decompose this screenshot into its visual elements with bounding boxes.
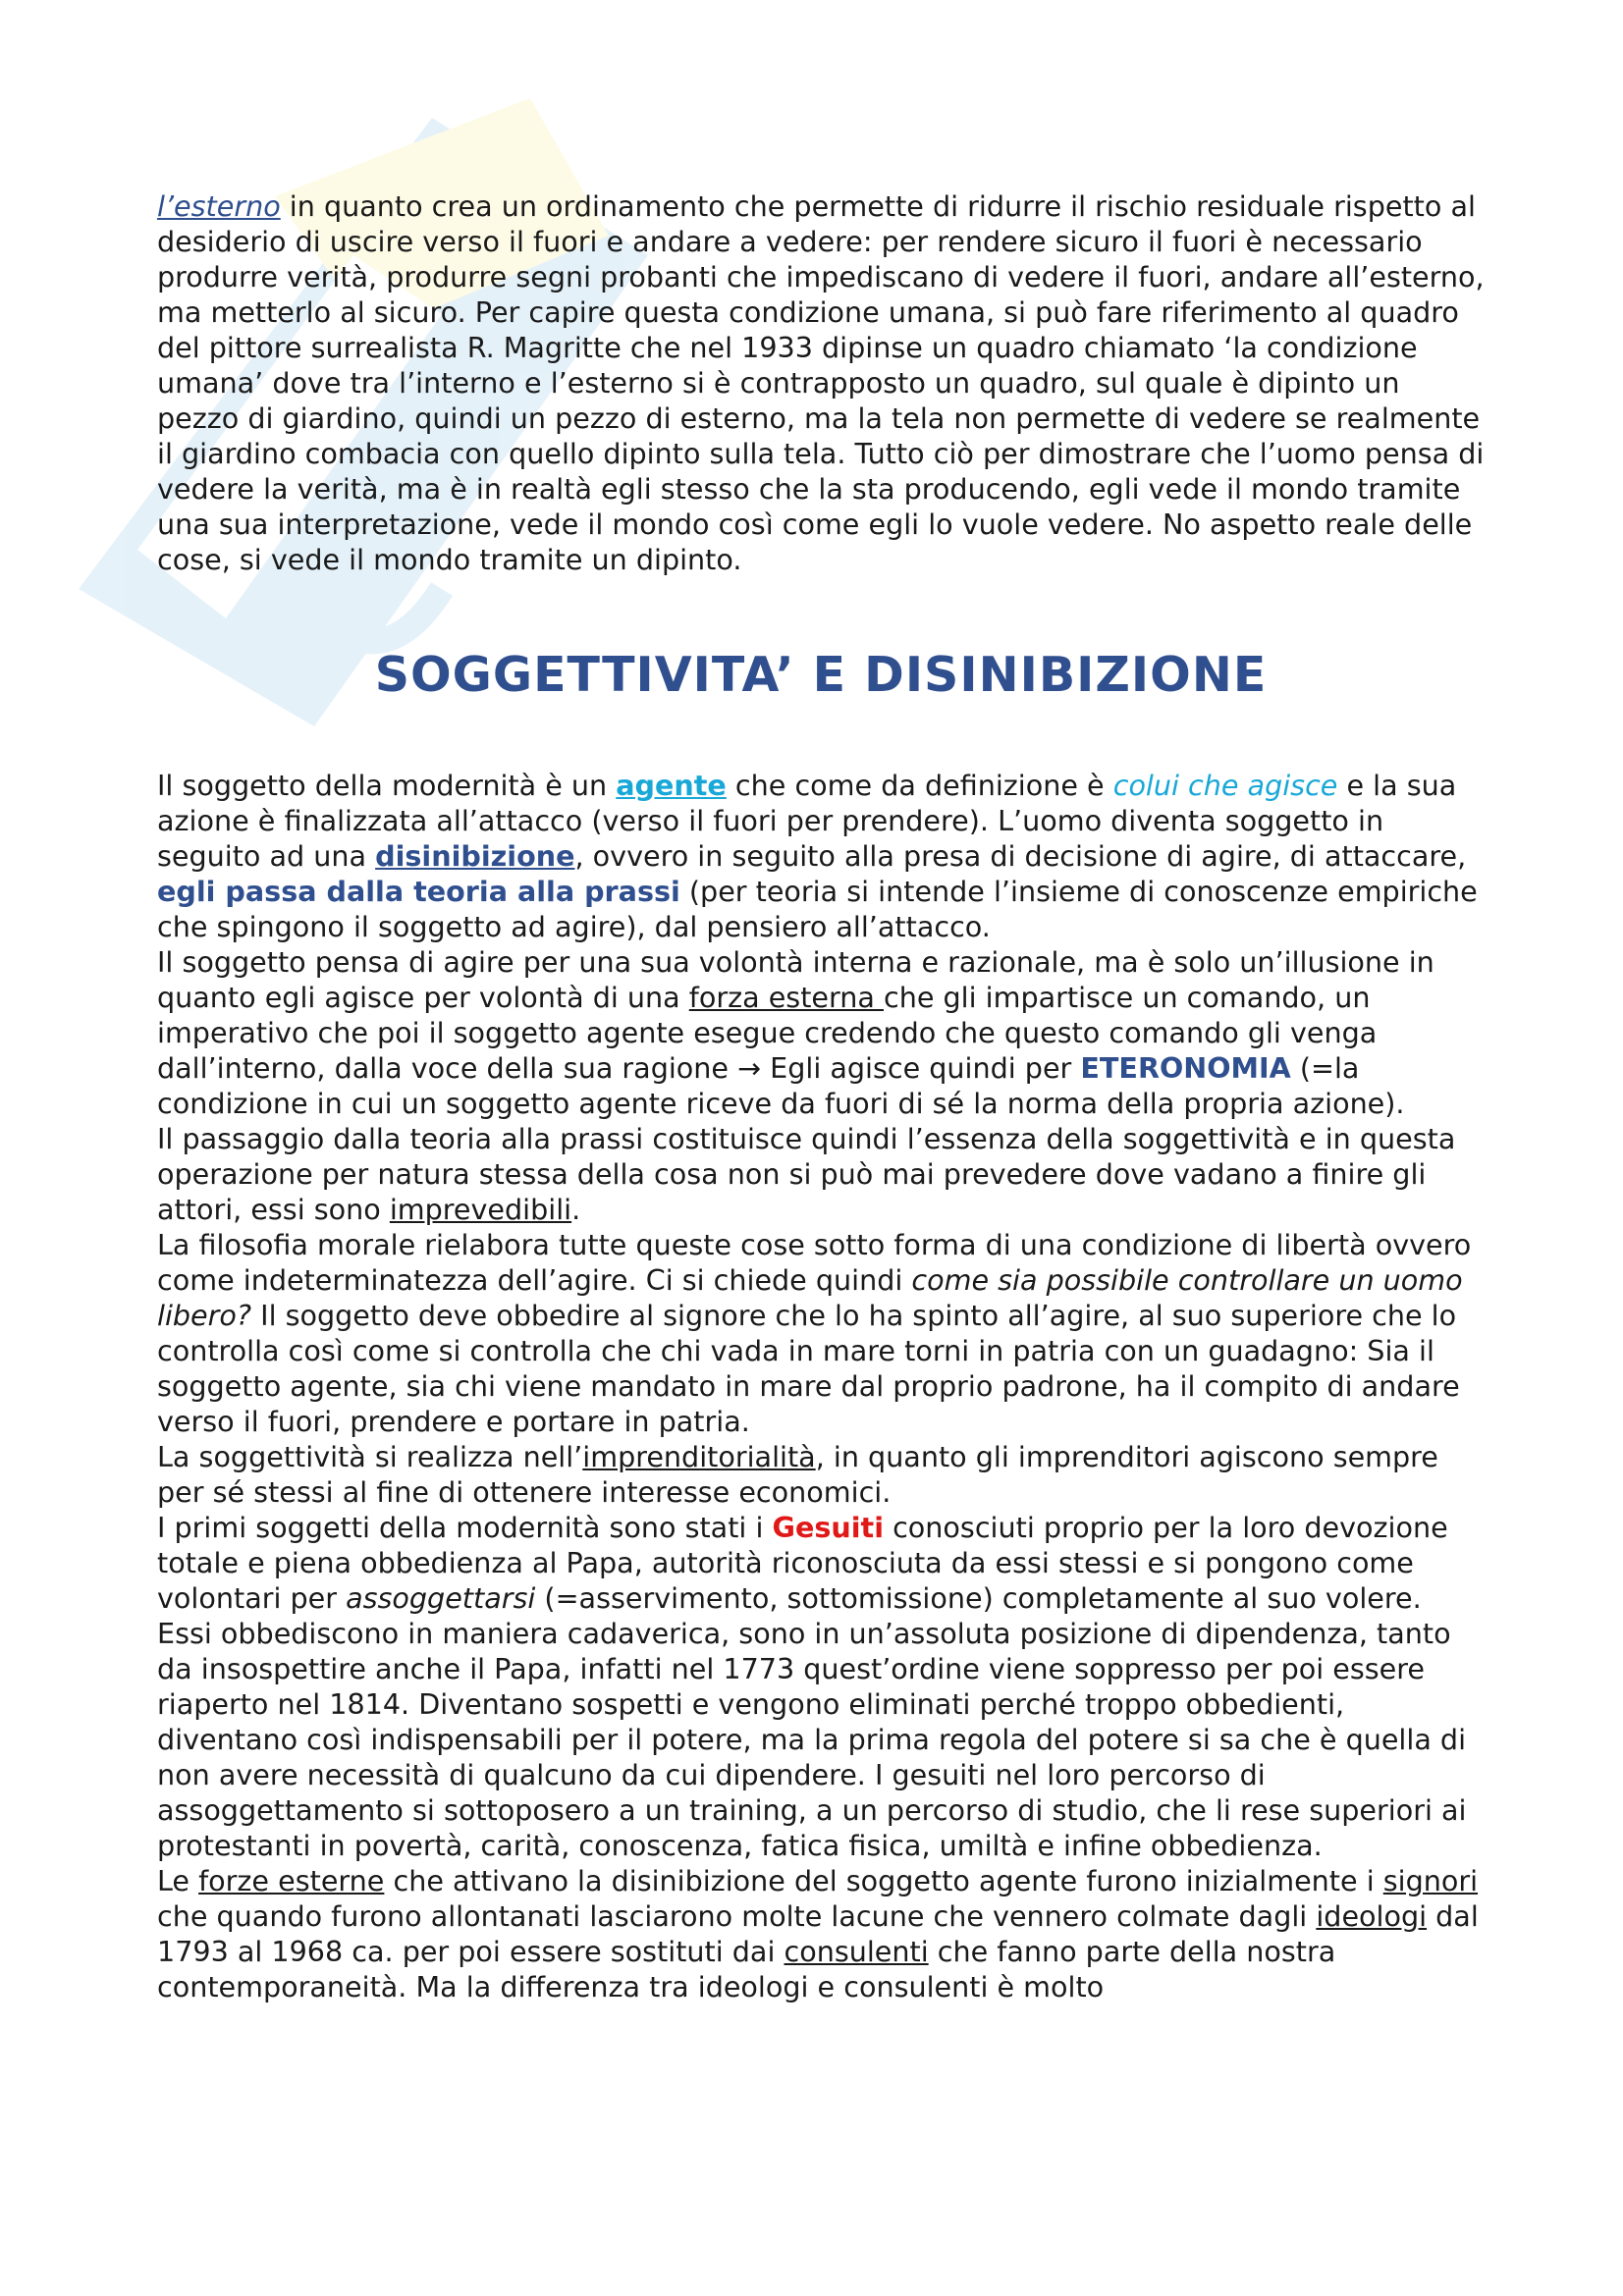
term-imprenditorialita: imprenditorialità [582,1440,816,1473]
question-text: come sia possibile controllare un uomo libero? [157,1263,1463,1332]
term-ideologi: ideologi [1316,1899,1428,1933]
term-colui-che-agisce: colui che agisce [1112,769,1338,802]
document-page [157,188,1485,2004]
section-heading: SOGGETTIVITA’ E DISINIBIZIONE [374,647,1268,703]
term-eteronomia: ETERONOMIA [1080,1051,1291,1085]
paragraph-intro: l’esterno in quanto crea un ordinamento che permette di ridurre il rischio residuale rispetto al desiderio di uscire verso il fuori e andare a vedere: per rendere sicuro il fuori è necessario produrre verità, produrre segni probanti che impediscano di vedere il fuori, andare all’esterno, ma metterlo al sicuro. Per capire questa condizione umana, si può fare riferimento al quadro del pittore surrealista R. Magritte che nel 1933 dipinse un quadro chiamato ‘la condizione umana’ dove tra l’interno e l’esterno si è contrapposto un quadro, sul quale è dipinto un pezzo di giardino, quindi un pezzo di esterno, ma la tela non permette di vedere se realmente il giardino combacia con quello dipinto sulla tela. Tutto ciò per dimostrare che l’uomo pensa di vedere la verità, ma è in realtà egli stesso che la sta producendo, egli vede il mondo tramite una sua interpretazione, vede il mondo così come egli lo vuole vedere. No aspetto reale delle cose, si vede il mondo tramite un dipinto. [157,189,1485,576]
term-disinibizione: disinibizione [375,839,575,873]
paragraph-forze-esterne: Le forze esterne che attivano la disinibizione del soggetto agente furono inizialmente i signori che quando furono allontanati lasciarono molte lacune che vennero colmate dagli ideologi dal 1793 al 1968 ca. per poi essere sostituti dai consulenti che fanno parte della nostra contemporaneità. Ma la differenza tra ideologi e consulenti è molto [157,1864,1479,2003]
term-forza-esterna: forza esterna [688,981,884,1014]
paragraph-soggettivita: Il passaggio dalla teoria alla prassi costituisce quindi l’essenza della soggettività e in questa operazione per natura stessa della cosa non si può mai prevedere dove vadano a finire gli attori, essi sono imprevedibili. [157,1122,1456,1226]
arrow-icon: → [737,1051,762,1085]
paragraph-eteronomia: Il soggetto pensa di agire per una sua volontà interna e razionale, ma è solo un’illusione in quanto egli agisce per volontà di una forza esterna che gli impartisce un comando, un imperativo che poi il soggetto agente esegue credendo che questo comando gli venga dall’interno, dalla voce della sua ragione → Egli agisce quindi per ETERONOMIA (=la condizione in cui un soggetto agente riceve da fuori di sé la norma della propria azione). [157,945,1434,1120]
term-assoggettarsi: assoggettarsi [346,1581,536,1615]
paragraph-gesuiti: I primi soggetti della modernità sono stati i Gesuiti conosciuti proprio per la loro devozione totale e piena obbedienza al Papa, autorità riconosciuta da essi stessi e si pongono come volontari per assoggettarsi (=asservimento, sottomissione) completamente al suo volere. Essi obbediscono in maniera cadaverica, sono in un’assoluta posizione di dipendenza, tanto da insospettire anche il Papa, infatti nel 1773 quest’ordine viene soppresso per poi essere riaperto nel 1814. Diventano sospetti e vengono eliminati perché troppo obbedienti, diventano così indispensabili per il potere, ma la prima regola del potere si sa che è quella di non avere necessità di qualcuno da cui dipendere. I gesuiti nel loro percorso di assoggettamento si sottoposero a un training, a un percorso di studio, che li rese superiori ai protestanti in povertà, carità, conoscenza, fatica fisica, umiltà e infine obbedienza. [157,1511,1467,1862]
paragraph-imprenditorialita: La soggettività si realizza nell’imprenditorialità, in quanto gli imprenditori agiscono sempre per sé stessi al fine di ottenere interesse economici. [157,1440,1438,1509]
term-teoria-prassi: egli passa dalla teoria alla prassi [157,875,680,908]
term-agente: agente [616,769,727,802]
term-gesuiti: Gesuiti [772,1511,884,1544]
term-forze-esterne: forze esterne [198,1864,385,1897]
paragraph-filosofia-morale: La filosofia morale rielabora tutte queste cose sotto forma di una condizione di libertà ovvero come indeterminatezza dell’agire. Ci si chiede quindi come sia possibile controllare un uomo libero? Il soggetto deve obbedire al signore che lo ha spinto all’agire, al suo superiore che lo controlla così come si controlla che chi vada in mare torni in patria con un guadagno: Sia il soggetto agente, sia chi viene mandato in mare dal proprio padrone, ha il compito di andare verso il fuori, prendere e portare in patria. [157,1228,1472,1438]
link-esterno[interactable]: l’esterno [157,189,281,223]
term-consulenti: consulenti [784,1935,929,1968]
paragraph-agente: Il soggetto della modernità è un agente che come da definizione è colui che agisce e la sua azione è finalizzata all’attacco (verso il fuori per prendere). L’uomo diventa soggetto in seguito ad una disinibizione, ovvero in seguito alla presa di decisione di agire, di attaccare, egli passa dalla teoria alla prassi (per teoria si intende l’insieme di conoscenze empiriche che spingono il soggetto ad agire), dal pensiero all’attacco. [157,769,1478,943]
term-imprevedibili: imprevedibili [389,1193,572,1226]
term-signori: signori [1382,1864,1479,1897]
